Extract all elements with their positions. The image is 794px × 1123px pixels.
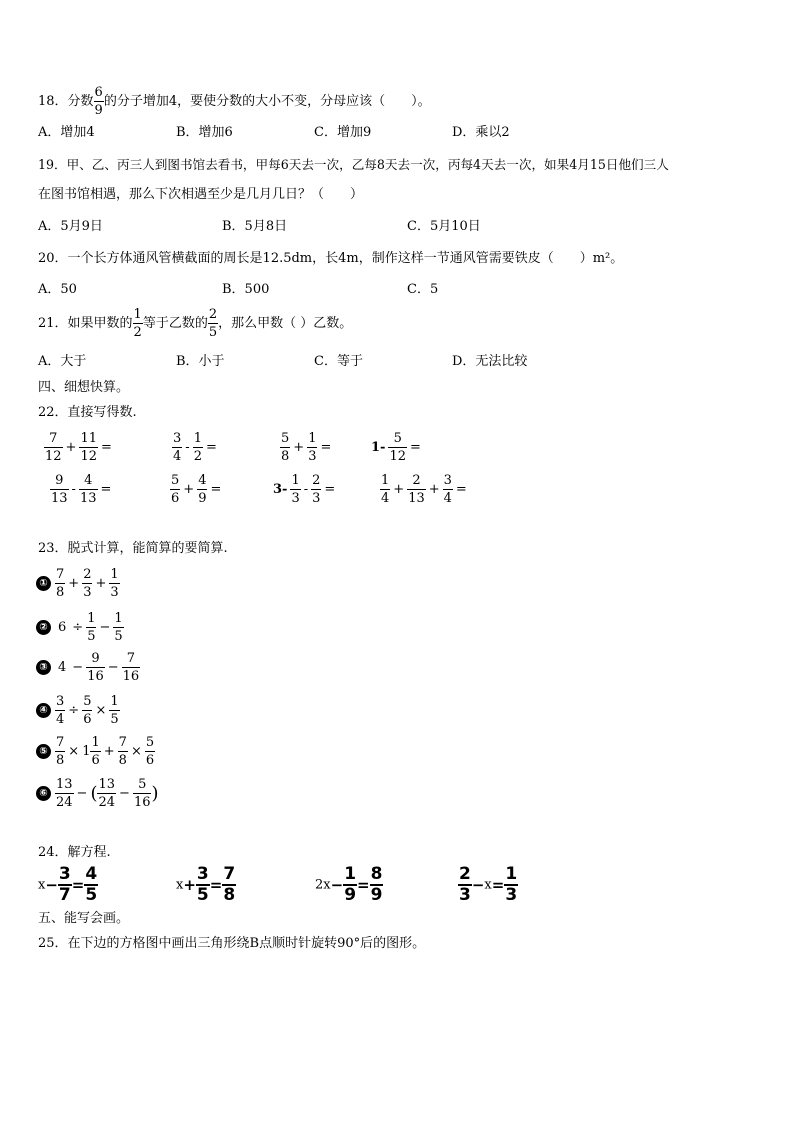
q23-problem-4: ④ $\frac{3}{4}$ ÷ $\frac{5}{6}$ × $\frac{1}{5}$ — [36, 695, 120, 726]
q23-problem-2: ② 6 ÷ $\frac{1}{5}$ − $\frac{1}{5}$ — [36, 612, 124, 643]
label-1: ① — [36, 576, 51, 591]
q20-option-a: A．50 — [38, 282, 77, 297]
q21-option-c: C．等于 — [314, 354, 363, 369]
q24-title: 24．解方程. — [38, 845, 111, 860]
q23-problem-1: ① $\frac{7}{8}$ + $\frac{2}{3}$ + $\frac{1}{3}$ — [36, 568, 120, 599]
label-5: ⑤ — [36, 744, 51, 759]
section-5-heading: 五、能写会画。 — [38, 911, 130, 926]
q19-line2: 在图书馆相遇，那么下次相遇至少是几月几日？（ ） — [38, 187, 364, 202]
q24-equation-2: x+ $\frac{3}{5}$ = $\frac{7}{8}$ — [176, 864, 236, 905]
q19-line1: 19．甲、乙、丙三人到图书馆去看书，甲每6天去一次，乙每8天去一次，丙每4天去一次，如果4月15日他们三人 — [38, 157, 669, 172]
q19-option-c: C．5月10日 — [407, 219, 481, 234]
q22-r2-item4: $\frac{1}{4}$ + $\frac{2}{13}$ + $\frac{3}{4}$ = — [381, 473, 467, 506]
q22-r1-item4: 1- $\frac{5}{12}$ = — [371, 431, 421, 464]
label-3: ③ — [36, 660, 51, 675]
q19-option-b: B．5月8日 — [222, 219, 288, 234]
q18-prefix: 18．分数 — [38, 94, 94, 109]
label-2: ② — [36, 620, 51, 635]
q20-stem: 20．一个长方体通风管横截面的周长是12.5dm，长4m，制作这样一节通风管需要铁皮（ ）m²。 — [38, 251, 624, 266]
q21-option-a: A．大于 — [38, 354, 87, 369]
label-6: ⑥ — [36, 786, 51, 801]
q24-equation-1: x− $\frac{3}{7}$ = $\frac{4}{5}$ — [38, 864, 98, 905]
section-4-heading: 四、细想快算。 — [38, 380, 130, 395]
q18-option-d: D．乘以2 — [452, 125, 510, 140]
q20-option-b: B．500 — [222, 282, 270, 297]
q18-stem — [38, 86, 431, 117]
q18-option-a: A．增加4 — [38, 125, 95, 140]
label-4: ④ — [36, 703, 51, 718]
q23-title: 23．脱式计算，能简算的要简算. — [38, 541, 228, 556]
q21-option-b: B．小于 — [176, 354, 225, 369]
q22-r1-item1: $\frac{7}{12}$ + $\frac{11}{12}$ = — [45, 431, 112, 464]
q23-problem-3: ③ 4 − $\frac{9}{16}$ − $\frac{7}{16}$ — [36, 652, 140, 683]
q25-stem: 25．在下边的方格图中画出三角形绕B点顺时针旋转90°后的图形。 — [38, 936, 426, 951]
q23-problem-6: ⑥ $\frac{13}{24}$ − ( $\frac{13}{24}$ − $\frac{5}{16}$ ) — [36, 778, 159, 809]
q21-option-d: D．无法比较 — [452, 354, 528, 369]
q21-fraction-1: $\frac{1}{2}$ — [133, 307, 142, 340]
q22-r2-item2: $\frac{5}{6}$ + $\frac{4}{9}$ = — [171, 473, 222, 506]
q24-equation-4: $\frac{2}{3}$ −x= $\frac{1}{3}$ — [459, 864, 518, 905]
q18-option-b: B．增加6 — [176, 125, 233, 140]
q22-r2-item3: 3- $\frac{1}{3}$ - $\frac{2}{3}$ = — [273, 473, 336, 506]
q23-problem-5: ⑤ $\frac{7}{8}$ × 1 $\frac{1}{6}$ + $\frac{7}{8}$ × $\frac{5}{6}$ — [36, 736, 155, 767]
q21-stem: 21．如果甲数的 $\frac{1}{2}$ 等于乙数的 $\frac{2}{5}$ ，那么甲数（ ）乙数。 — [38, 307, 353, 340]
q18-fraction: $\frac{6}{9}$ — [94, 85, 103, 118]
q20-option-c: C．5 — [407, 282, 439, 297]
q18-suffix: 的分子增加4，要使分数的大小不变，分母应该（ ）。 — [103, 94, 431, 109]
q24-equation-3: 2x− $\frac{1}{9}$ = $\frac{8}{9}$ — [315, 864, 383, 905]
q22-r1-item2: $\frac{3}{4}$ - $\frac{1}{2}$ = — [173, 431, 217, 464]
q22-r2-item1: $\frac{9}{13}$ - $\frac{4}{13}$ = — [51, 473, 112, 506]
q19-option-a: A．5月9日 — [38, 219, 103, 234]
q18-option-c: C．增加9 — [314, 125, 372, 140]
q22-title: 22．直接写得数. — [38, 405, 137, 420]
q22-r1-item3: $\frac{5}{8}$ + $\frac{1}{3}$ = — [281, 431, 332, 464]
q21-fraction-2: $\frac{2}{5}$ — [208, 307, 218, 340]
